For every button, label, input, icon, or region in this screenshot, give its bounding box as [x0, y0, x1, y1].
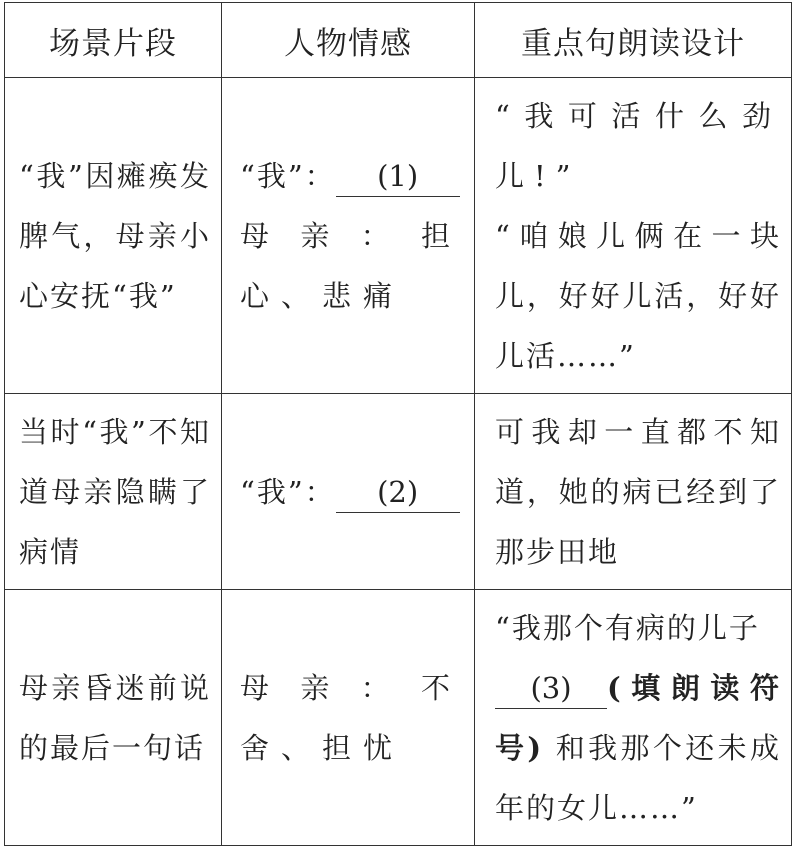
header-scene: 场景片段 — [5, 3, 222, 78]
reading-line-2: “咱娘儿俩在一块儿，好好儿活，好好儿活……” — [495, 218, 781, 373]
answer-blank-3[interactable]: (3) — [495, 668, 607, 709]
header-row — [5, 3, 792, 78]
table-row — [5, 590, 792, 846]
emotion-cell — [222, 462, 474, 522]
reading-cell — [475, 86, 791, 386]
emotion-cell: 母亲：不舍、担忧 — [240, 670, 462, 765]
reading-end: 和我那个还未成年的女儿……” — [495, 730, 781, 825]
table-row — [5, 78, 792, 394]
emotion-prefix: “我”： — [240, 158, 336, 193]
answer-blank-1[interactable]: (1) — [336, 156, 460, 197]
scene-cell: 母亲昏迷前说的最后一句话 — [19, 670, 211, 765]
reading-cell — [475, 598, 791, 838]
reading-line-1: “我可活什么劲儿!” — [495, 98, 781, 193]
reading-cell: 可我却一直都不知道，她的病已经到了那步田地 — [495, 414, 781, 569]
scene-cell: “我”因瘫痪发脾气，母亲小心安抚“我” — [19, 158, 211, 313]
table-row — [5, 394, 792, 590]
emotion-prefix: “我”： — [240, 474, 336, 509]
header-reading: 重点句朗读设计 — [475, 3, 792, 78]
reading-design-table — [4, 2, 792, 846]
emotion-cell — [222, 146, 474, 326]
reading-start: “我那个有病的儿子 — [495, 610, 760, 645]
scene-cell: 当时“我”不知道母亲隐瞒了病情 — [19, 414, 211, 569]
answer-blank-2[interactable]: (2) — [336, 472, 460, 513]
header-emotion: 人物情感 — [222, 3, 475, 78]
fill-instruction: (填朗读符号) — [495, 670, 781, 765]
emotion-text: 母亲：担心、悲痛 — [240, 218, 462, 313]
